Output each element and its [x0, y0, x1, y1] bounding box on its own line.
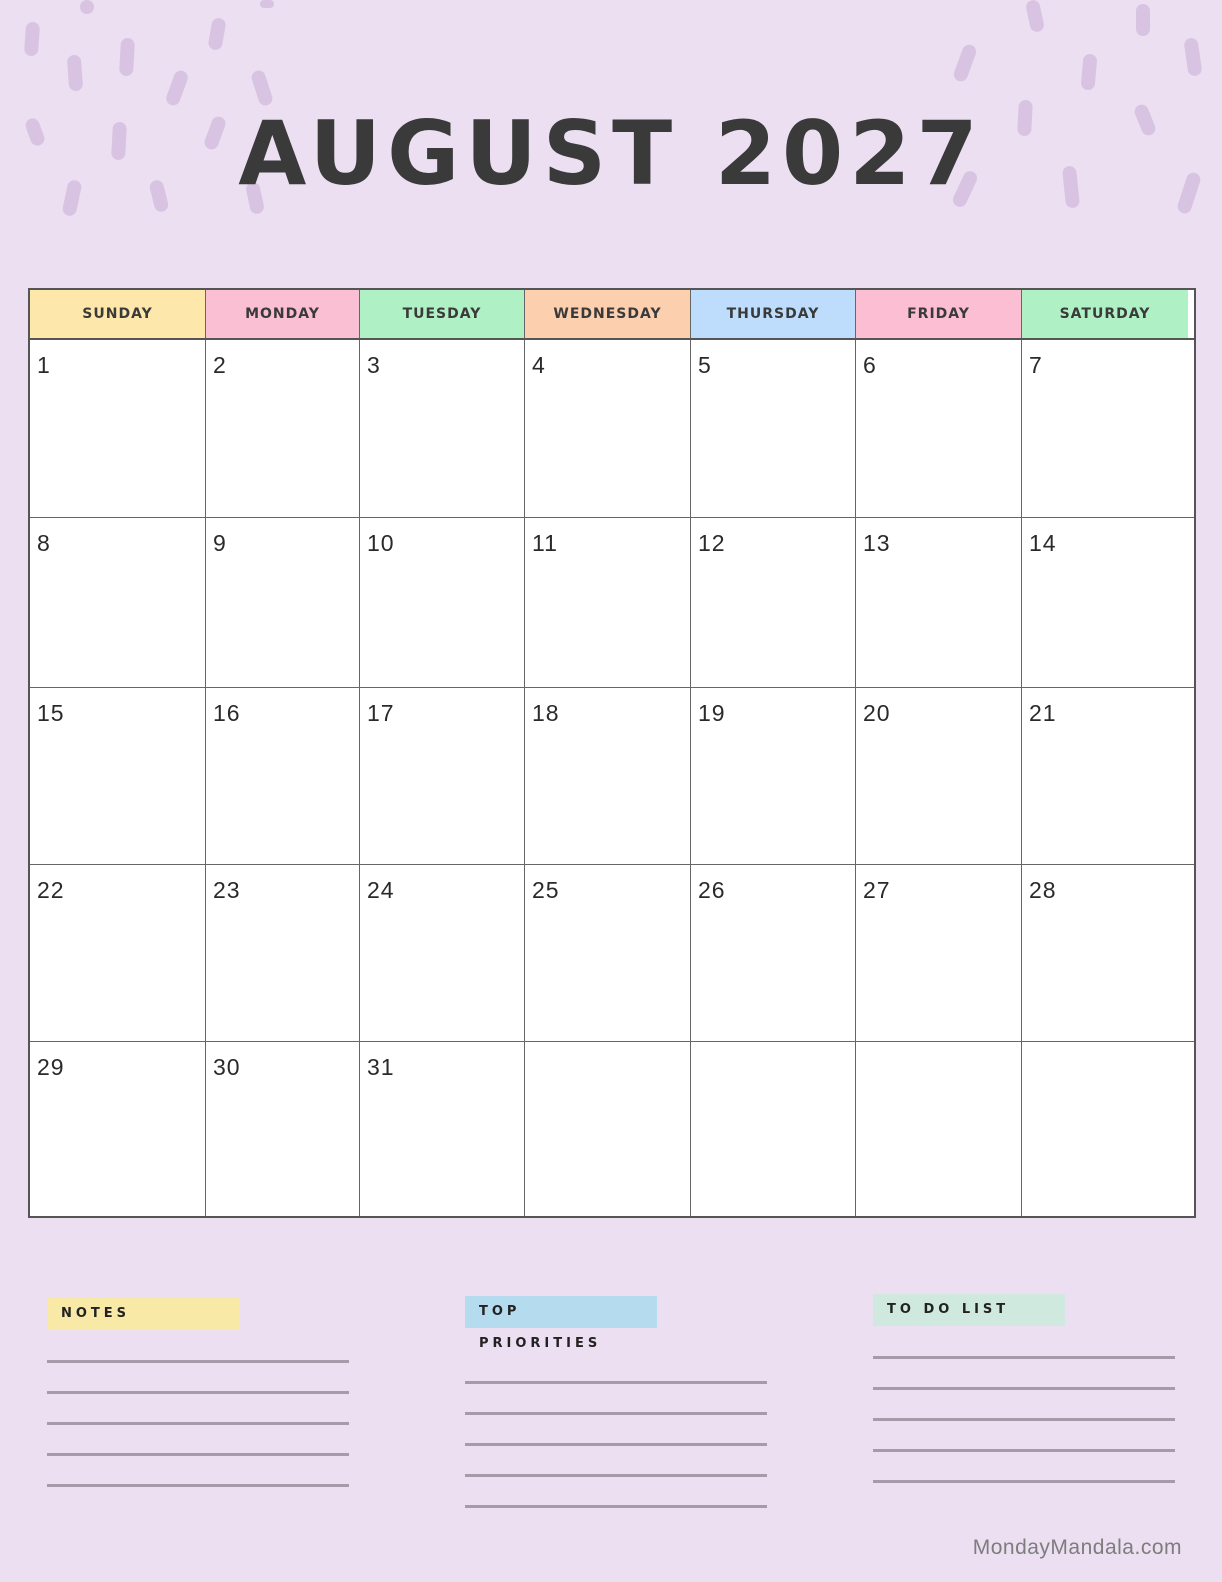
- day-cell[interactable]: [856, 1042, 1022, 1216]
- writing-line[interactable]: [873, 1356, 1175, 1359]
- day-number: 3: [367, 352, 381, 378]
- day-cell[interactable]: [856, 340, 1022, 517]
- day-number: 30: [213, 1054, 241, 1080]
- day-cell[interactable]: [1022, 865, 1188, 1041]
- week-row: [30, 1042, 1194, 1216]
- day-cell[interactable]: [856, 865, 1022, 1041]
- writing-line[interactable]: [873, 1387, 1175, 1390]
- day-cell[interactable]: [691, 865, 856, 1041]
- day-number: 26: [698, 877, 726, 903]
- day-cell[interactable]: [30, 688, 206, 864]
- day-number: 28: [1029, 877, 1057, 903]
- writing-line[interactable]: [465, 1381, 767, 1384]
- writing-line[interactable]: [873, 1449, 1175, 1452]
- day-cell[interactable]: [360, 865, 525, 1041]
- day-cell[interactable]: [525, 518, 691, 687]
- day-cell[interactable]: [206, 1042, 360, 1216]
- day-number: 4: [532, 352, 546, 378]
- brand-watermark: MondayMandala.com: [972, 1536, 1182, 1559]
- day-number: 24: [367, 877, 395, 903]
- day-number: 17: [367, 700, 395, 726]
- writing-line[interactable]: [47, 1484, 349, 1487]
- day-cell[interactable]: [206, 518, 360, 687]
- list-label: NOTES: [47, 1298, 239, 1330]
- week-row: [30, 518, 1194, 688]
- list-block-top-priorities: [465, 1296, 767, 1508]
- day-cell[interactable]: [360, 518, 525, 687]
- day-number: 19: [698, 700, 726, 726]
- day-number: 5: [698, 352, 712, 378]
- day-number: 18: [532, 700, 560, 726]
- calendar-weeks: [30, 340, 1194, 1216]
- day-cell[interactable]: [1022, 688, 1188, 864]
- day-cell[interactable]: [691, 518, 856, 687]
- page-title: AUGUST 2027: [238, 102, 984, 205]
- day-number: 25: [532, 877, 560, 903]
- weekday-header-row: [30, 290, 1194, 340]
- day-cell[interactable]: [206, 688, 360, 864]
- day-cell[interactable]: [360, 688, 525, 864]
- day-cell[interactable]: [30, 518, 206, 687]
- weekday-header-sunday: SUNDAY: [30, 290, 206, 338]
- weekday-header-tuesday: TUESDAY: [360, 290, 525, 338]
- writing-line[interactable]: [465, 1505, 767, 1508]
- day-cell[interactable]: [360, 340, 525, 517]
- list-block-notes: [47, 1298, 349, 1487]
- day-cell[interactable]: [30, 340, 206, 517]
- weekday-header-wednesday: WEDNESDAY: [525, 290, 691, 338]
- day-cell[interactable]: [30, 865, 206, 1041]
- day-number: 1: [37, 352, 51, 378]
- day-number: 20: [863, 700, 891, 726]
- writing-line[interactable]: [873, 1480, 1175, 1483]
- weekday-header-saturday: SATURDAY: [1022, 290, 1188, 338]
- day-number: 16: [213, 700, 241, 726]
- day-number: 13: [863, 530, 891, 556]
- day-number: 14: [1029, 530, 1057, 556]
- list-label: TOP PRIORITIES: [465, 1296, 657, 1328]
- day-number: 29: [37, 1054, 65, 1080]
- week-row: [30, 865, 1194, 1042]
- writing-line[interactable]: [47, 1422, 349, 1425]
- day-number: 23: [213, 877, 241, 903]
- weekday-header-friday: FRIDAY: [856, 290, 1022, 338]
- day-cell[interactable]: [206, 340, 360, 517]
- calendar-grid: [28, 288, 1196, 1218]
- day-number: 12: [698, 530, 726, 556]
- day-number: 8: [37, 530, 51, 556]
- day-cell[interactable]: [691, 688, 856, 864]
- day-cell[interactable]: [525, 688, 691, 864]
- day-cell[interactable]: [1022, 1042, 1188, 1216]
- day-cell[interactable]: [360, 1042, 525, 1216]
- writing-line[interactable]: [465, 1474, 767, 1477]
- day-number: 15: [37, 700, 65, 726]
- day-number: 22: [37, 877, 65, 903]
- weekday-header-thursday: THURSDAY: [691, 290, 856, 338]
- day-cell[interactable]: [525, 1042, 691, 1216]
- day-number: 10: [367, 530, 395, 556]
- week-row: [30, 688, 1194, 865]
- day-number: 2: [213, 352, 227, 378]
- writing-line[interactable]: [465, 1412, 767, 1415]
- day-cell[interactable]: [691, 340, 856, 517]
- week-row: [30, 340, 1194, 518]
- day-cell[interactable]: [525, 340, 691, 517]
- writing-line[interactable]: [47, 1391, 349, 1394]
- day-cell[interactable]: [856, 518, 1022, 687]
- day-number: 6: [863, 352, 877, 378]
- day-cell[interactable]: [525, 865, 691, 1041]
- day-cell[interactable]: [206, 865, 360, 1041]
- day-cell[interactable]: [1022, 518, 1188, 687]
- weekday-header-monday: MONDAY: [206, 290, 360, 338]
- day-cell[interactable]: [691, 1042, 856, 1216]
- list-block-to-do-list: [873, 1294, 1175, 1483]
- day-cell[interactable]: [30, 1042, 206, 1216]
- day-cell[interactable]: [856, 688, 1022, 864]
- day-number: 27: [863, 877, 891, 903]
- writing-line[interactable]: [47, 1453, 349, 1456]
- day-cell[interactable]: [1022, 340, 1188, 517]
- day-number: 31: [367, 1054, 395, 1080]
- list-label: TO DO LIST: [873, 1294, 1065, 1326]
- day-number: 7: [1029, 352, 1043, 378]
- day-number: 21: [1029, 700, 1057, 726]
- writing-line[interactable]: [47, 1360, 349, 1363]
- writing-line[interactable]: [465, 1443, 767, 1446]
- writing-line[interactable]: [873, 1418, 1175, 1421]
- day-number: 11: [532, 530, 558, 556]
- day-number: 9: [213, 530, 227, 556]
